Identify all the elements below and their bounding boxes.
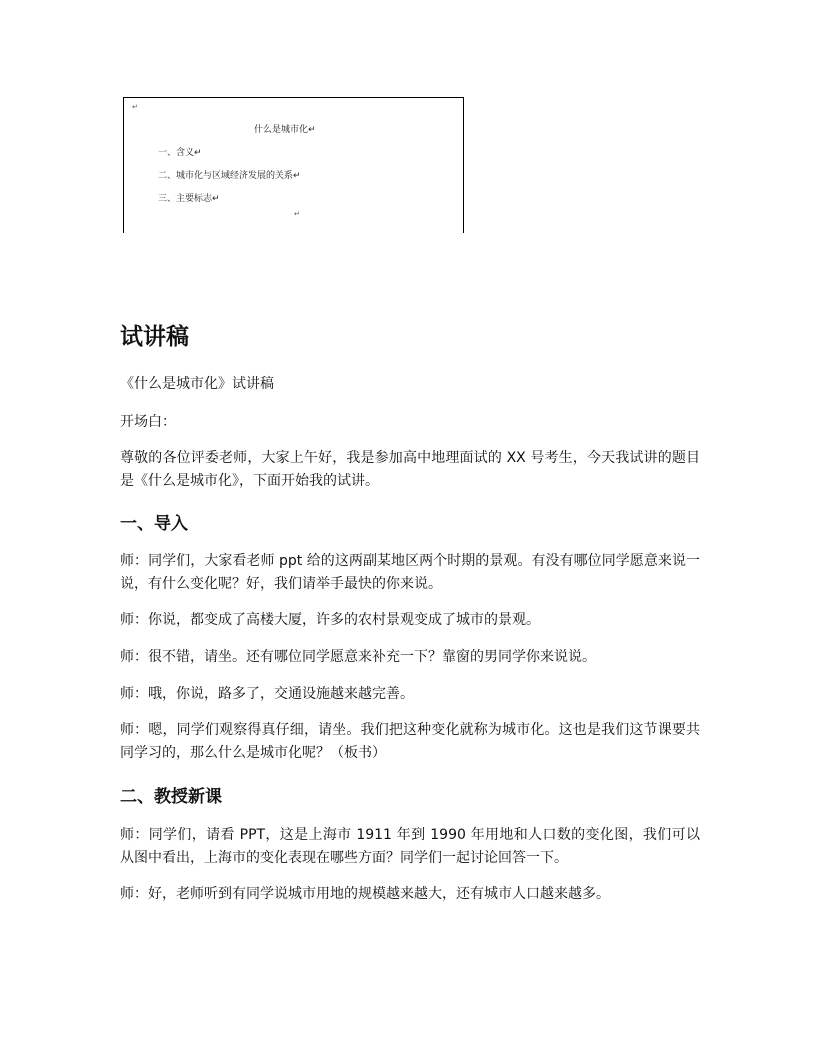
paragraph: 师：同学们，大家看老师 ppt 给的这两副某地区两个时期的景观。有没有哪位同学愿意来说一说，有什么变化呢？好，我们请举手最快的你来说。 bbox=[120, 553, 700, 592]
return-mark: ↵ bbox=[294, 210, 300, 218]
blackboard-item: 三、主要标志↵ bbox=[158, 194, 220, 204]
paragraph: 师：哦，你说，路多了，交通设施越来越完善。 bbox=[120, 686, 414, 702]
paragraph: 师：很不错，请坐。还有哪位同学愿意来补充一下？靠窗的男同学你来说说。 bbox=[120, 649, 596, 665]
blackboard-image bbox=[123, 97, 464, 233]
section-heading-new-lesson: 二、教授新课 bbox=[120, 787, 222, 807]
paragraph: 师：好，老师听到有同学说城市用地的规模越来越大，还有城市人口越来越多。 bbox=[120, 886, 610, 902]
paragraph: 师：嗯，同学们观察得真仔细，请坐。我们把这种变化就称为城市化。这也是我们这节课要共同学习的，那么什么是城市化呢？（板书） bbox=[120, 722, 700, 761]
blackboard-item: 一、含义↵ bbox=[158, 148, 202, 158]
opening-paragraph: 尊敬的各位评委老师，大家上午好，我是参加高中地理面试的 XX 号考生，今天我试讲的题目是《什么是城市化》，下面开始我的试讲。 bbox=[120, 450, 700, 489]
document-subtitle: 《什么是城市化》试讲稿 bbox=[120, 376, 274, 392]
opening-label: 开场白： bbox=[120, 414, 176, 430]
paragraph: 师：同学们，请看 PPT，这是上海市 1911 年到 1990 年用地和人口数的变化图，我们可以从图中看出，上海市的变化表现在哪些方面？同学们一起讨论回答一下。 bbox=[120, 827, 700, 866]
paragraph: 师：你说，都变成了高楼大厦，许多的农村景观变成了城市的景观。 bbox=[120, 612, 540, 628]
blackboard-item: 二、城市化与区域经济发展的关系↵ bbox=[158, 171, 301, 181]
section-heading-intro: 一、导入 bbox=[120, 514, 188, 534]
return-mark: ↵ bbox=[132, 103, 138, 111]
page-title: 试讲稿 bbox=[120, 324, 189, 350]
blackboard-title: 什么是城市化↵ bbox=[254, 125, 316, 135]
